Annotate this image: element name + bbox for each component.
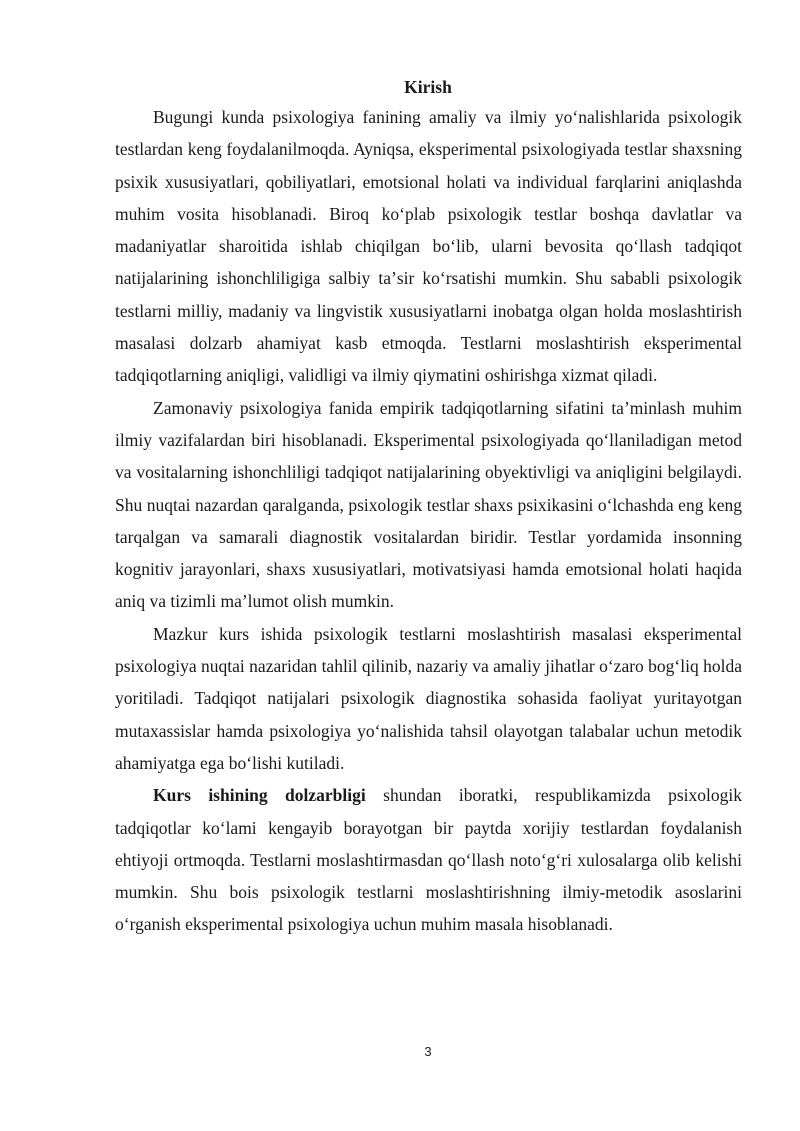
- paragraph-2: Zamonaviy psixologiya fanida empirik tadqiqotlarning sifatini taʼminlash muhim ilmiy vazifalardan biri hisoblanadi. Eksperimental psixologiyada qoʻllaniladigan metod va vositalarning ishonchliligi tadqiqot natijalarining obyektivligi va aniqligini belgilaydi. Shu nuqtai nazardan qaralganda, psixologik testlar shaxs psixikasini oʻlchashda eng keng tarqalgan va samarali diagnostik vositalardan biridir. Testlar yordamida insonning kognitiv jarayonlari, shaxs xususiyatlari, motivatsiyasi hamda emotsional holati haqida aniq va tizimli maʼlumot olish mumkin.: [115, 397, 742, 612]
- paragraph-4-bold-lead: Kurs ishining dolzarbligi: [153, 785, 366, 806]
- body-text: [115, 101, 742, 941]
- paragraph-4: [115, 779, 742, 940]
- paragraph-3: Mazkur kurs ishida psixologik testlarni moslashtirish masalasi eksperimental psixologiya nuqtai nazaridan tahlil qilinib, nazariy va amaliy jihatlar oʻzaro bogʻliq holda yoritiladi. Tadqiqot natijalari psixologik diagnostika sohasida faoliyat yuritayotgan mutaxassislar hamda psixologiya yoʻnalishida tahsil olayotgan talabalar uchun metodik ahamiyatga ega boʻlishi kutiladi.: [115, 623, 742, 773]
- paragraph-1: Bugungi kunda psixologiya fanining amaliy va ilmiy yoʻnalishlarida psixologik testlardan keng foydalanilmoqda. Ayniqsa, eksperimental psixologiyada testlar shaxsning psixik xususiyatlari, qobiliyatlari, emotsional holati va individual farqlarini aniqlashda muhim vosita hisoblanadi. Biroq koʻplab psixologik testlar boshqa davlatlar va madaniyatlar sharoitida ishlab chiqilgan boʻlib, ularni bevosita qoʻllash tadqiqot natijalarining ishonchliligiga salbiy taʼsir koʻrsatishi mumkin. Shu sababli psixologik testlarni milliy, madaniy va lingvistik xususiyatlarni inobatga olgan holda moslashtirish masalasi dolzarb ahamiyat kasb etmoqda. Testlarni moslashtirish eksperimental tadqiqotlarning aniqligi, validligi va ilmiy qiymatini oshirishga xizmat qiladi.: [115, 107, 742, 386]
- section-heading: Kirish: [404, 77, 452, 97]
- paragraph-4-text: shundan iboratki, respublikamizda psixologik tadqiqotlar koʻlami kengayib borayotgan bir paytda xorijiy testlardan foydalanish ehtiyoji ortmoqda. Testlarni moslashtirmasdan qoʻllash notoʻgʻri xulosalarga olib kelishi mumkin. Shu bois psixologik testlarni moslashtirishning ilmiy-metodik asoslarini oʻrganish eksperimental psixologiya uchun muhim masala hisoblanadi.: [115, 785, 742, 935]
- page-number: 3: [424, 1044, 432, 1059]
